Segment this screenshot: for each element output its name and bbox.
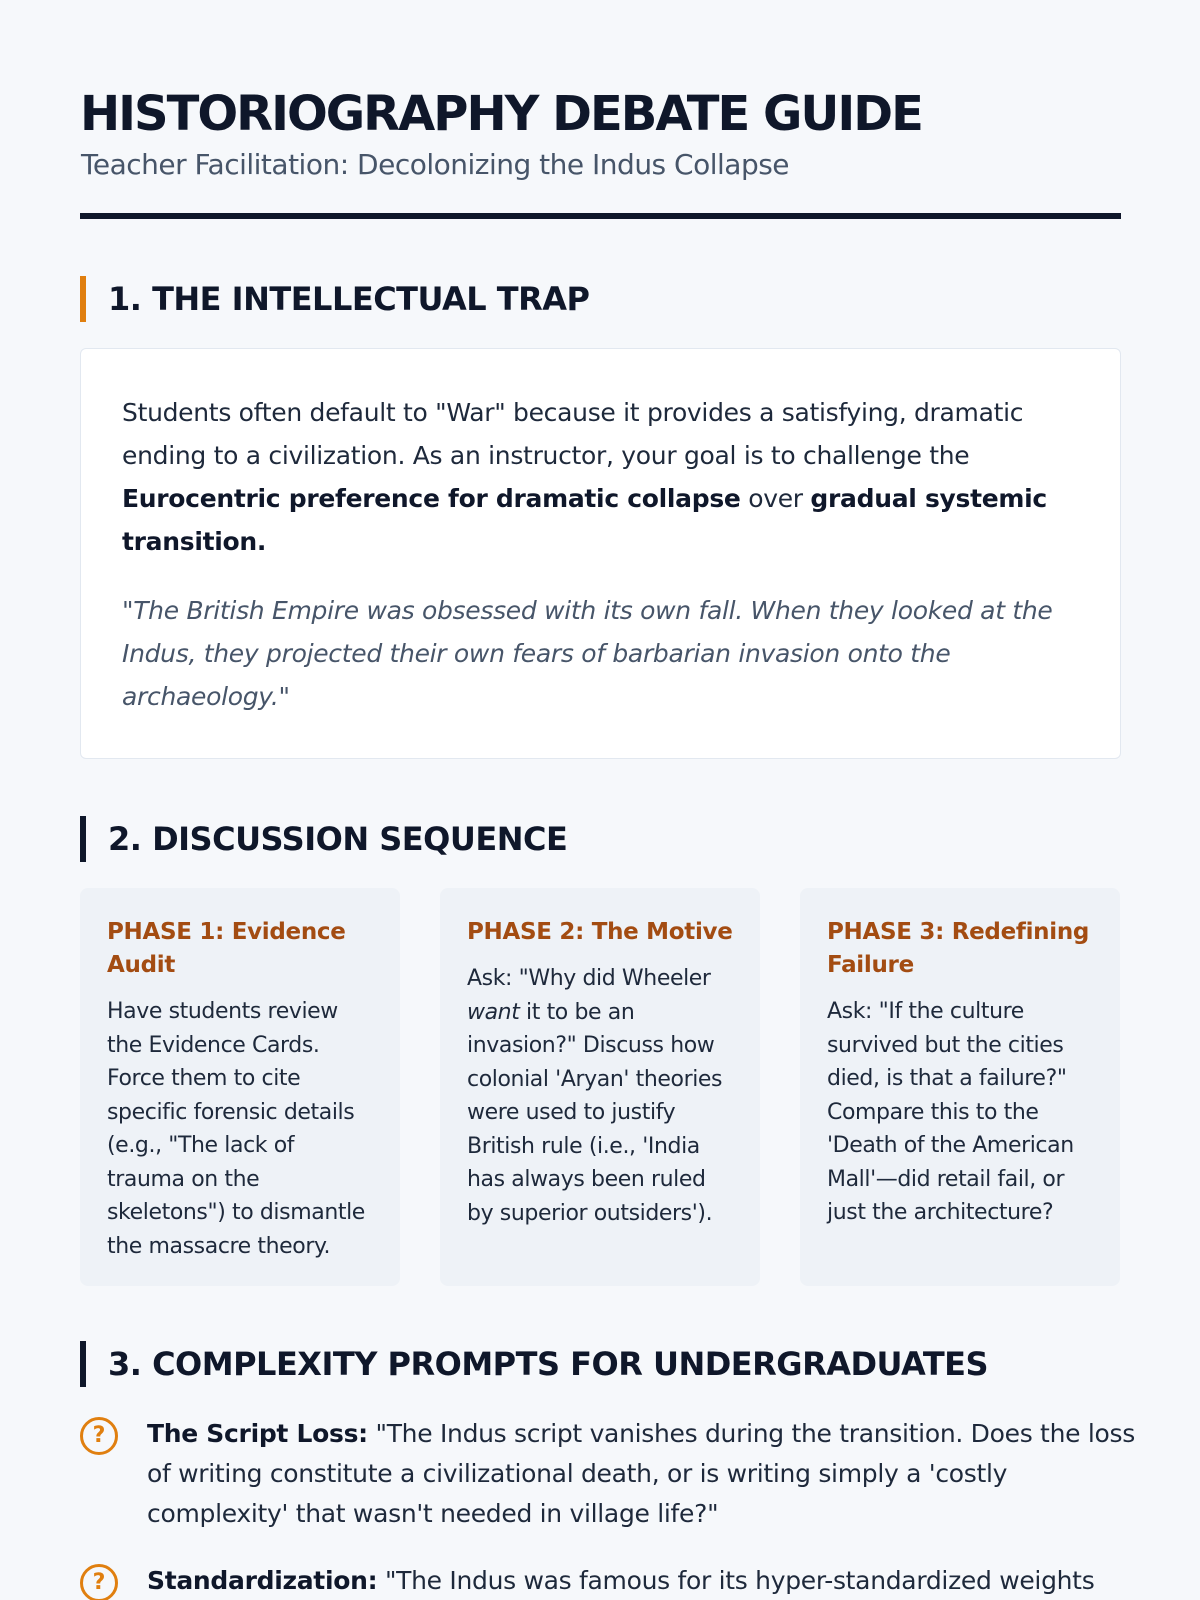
- phase-body: Have students review the Evidence Cards. Force them to cite specific forensic details (e.g., "The lack of trauma on the skeletons") to dismantle the massacre theory.: [107, 999, 365, 1259]
- intellectual-trap-card: [80, 348, 1121, 759]
- prompt-label: The Script Loss:: [147, 1419, 368, 1448]
- prompt-text: "The Indus was famous for its hyper-standardized weights: [377, 1566, 1095, 1595]
- phase-body: Ask: "Why did Wheeler want it to be an invasion?" Discuss how colonial 'Aryan' theories were used to justify British rule (i.e., 'India has always been ruled by superior outsiders').: [467, 966, 723, 1226]
- question-circle-icon: ?: [80, 1417, 118, 1455]
- page-title: HISTORIOGRAPHY DEBATE GUIDE: [80, 86, 922, 142]
- trap-bold-transition: gradual systemic transition.: [122, 484, 1047, 556]
- prompt-item-standardization: [80, 1561, 1140, 1600]
- trap-bold-eurocentric: Eurocentric preference for dramatic collapse: [122, 484, 741, 513]
- page-subtitle: Teacher Facilitation: Decolonizing the Indus Collapse: [81, 148, 790, 181]
- prompt-label: Standardization:: [147, 1566, 378, 1595]
- phase-title: PHASE 2: The Motive: [467, 919, 733, 945]
- prompt-text: "The Indus script vanishes during the transition. Does the loss of writing constitute a civilizational death, or is writing simply a 'costly complexity' that wasn't needed in village life?": [147, 1419, 1135, 1528]
- trap-quote: "The British Empire was obsessed with its own fall. When they looked at the Indus, they projected their own fears of barbarian invasion onto the archaeology.": [122, 596, 1053, 711]
- question-circle-icon: ?: [80, 1564, 118, 1600]
- trap-body: Students often default to "War" because it provides a satisfying, dramatic ending to a civilization. As an instructor, your goal is to challenge the Eurocentric preference for dramatic collapse over gradual systemic transition.: [122, 398, 1047, 556]
- section-heading-complexity-prompts: 3. COMPLEXITY PROMPTS FOR UNDERGRADUATES: [80, 1341, 988, 1387]
- phase-card-1: [80, 888, 400, 1286]
- phase-body: Ask: "If the culture survived but the cities died, is that a failure?" Compare this to the 'Death of the American Mall'—did retail fail, or just the architecture?: [827, 999, 1074, 1225]
- phase-title: PHASE 1: Evidence Audit: [107, 919, 346, 978]
- phase-card-2: [440, 888, 760, 1286]
- prompt-item-script-loss: [80, 1414, 1140, 1534]
- title-divider: [80, 213, 1121, 219]
- phase-emphasis-want: want: [467, 999, 520, 1025]
- phase-card-3: [800, 888, 1120, 1286]
- section-heading-intellectual-trap: 1. THE INTELLECTUAL TRAP: [80, 276, 589, 322]
- phase-title: PHASE 3: Redefining Failure: [827, 919, 1090, 978]
- section-heading-discussion-sequence: 2. DISCUSSION SEQUENCE: [80, 816, 567, 862]
